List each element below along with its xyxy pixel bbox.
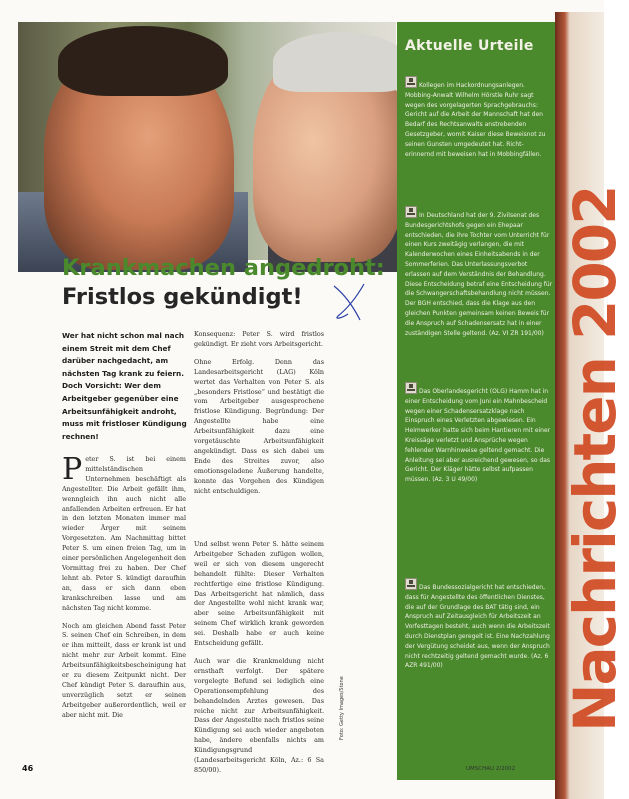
body-paragraph: Noch am gleichen Abend fasst Peter S. seinen Chef ein Schreiben, in dem er ihm mitteilt, dass er krank ist und nicht mehr zur Arbeit kommt. Eine Arbeitsunfähigkeitsbescheinigung hat er zu diesem Zeitpunkt nicht. Der Chef kündigt Peter S. daraufhin aus, unverzüglich setzt er seinen Arbeitgeber außerordentlich, weil er aber nicht mit. Die bbox=[62, 621, 186, 719]
photo-credit: Foto: Getty Images/Stone bbox=[339, 676, 345, 740]
gavel-icon bbox=[405, 76, 417, 88]
headline-line-2: Fristlos gekündigt! bbox=[62, 284, 303, 310]
photo-hair-right bbox=[273, 32, 408, 92]
sidebar-item: Kollegen im Hackordnungsanlegen. Mobbing-Anwalt Wilhelm Hörstle Ruhr sagt wegen des vorgelagerten Sprachgebrauchs: Gericht auf die Arbeit der Mannschaft hat den Bedarf des Rechtsanwalts anstrebenden Gesetzgeber, womit Kaiser diese Beweisnot zu seinen Gunsten umgedeutet hat. Richt- erinnernd mit beweisen hat in Mobbingfällen. bbox=[405, 76, 553, 159]
signature-mark bbox=[330, 280, 370, 324]
sidebar-item: Das Oberlandesgericht (OLG) Hamm hat in einer Entscheidung vom Juni ein Mahnbescheid wegen einer Schadensersatzklage nach Einspruch eines Verletzten abgewiesen. Ein Heimwerker hatte sich beim Hantieren mit einer Kreissäge verletzt und Ansprüche wegen fehlender Warnhinweise geltend gemacht. Die Anleitung sei aber ausreichend gewesen, so das Gericht. Der Kläger hätte selbst aufpassen müssen. (Az. 3 U 49/00) bbox=[405, 382, 553, 485]
page-number: 46 bbox=[22, 764, 34, 773]
verdicts-sidebar bbox=[397, 22, 555, 780]
photo-hair-left bbox=[58, 26, 228, 96]
body-paragraph: Konsequenz: Peter S. wird fristlos gekündigt. Er zieht vors Arbeitsgericht. bbox=[194, 330, 324, 348]
gavel-icon bbox=[405, 206, 417, 218]
body-paragraph: Peter S. ist bei einem mittelständischen Unternehmen beschäftigt als Angestellter. Die Arbeit gefällt ihm, wenngleich ihn auch nicht alle anfallenden Arbeiten erfreuen. Er hat in den letzten Monaten immer mal wieder Ärger mit seinem Vorgesetzten. Am Nachmittag bittet Peter S. um einen freien Tag, um in einer persönlichen Angelegenheit den Vormittag frei zu haben. Der Chef lehnt ab. Peter S. kündigt daraufhin an, dass er sich dann eben krankschreiben lasse und am nächsten Tag nicht komme. bbox=[62, 452, 186, 612]
page-edge-strip bbox=[555, 12, 629, 799]
drop-cap: P bbox=[62, 452, 83, 487]
body-paragraph: Ohne Erfolg. Denn das Landesarbeitsgericht (LAG) Köln wertet das Verhalten von Peter S. als „besonders Fristlose“ und bestätigt die vom Arbeitgeber ausgesprochene fristlose Kündigung. Begründung: Der Angestellte habe eine Arbeitsunfähigkeit dazu eine vorgetäuschte Arbeitsunfähigkeit angekündigt. Dass es sich dabei um Ende des Streites zuvor, also emotionsgeladene Äußerung handelte, konnte das Vorgehen des Kündigen nicht entschuldigen. bbox=[194, 357, 324, 495]
article-lead: Wer hat nicht schon mal nach einem Streit mit dem Chef darüber nachgedacht, am nächsten Tag krank zu feiern. Doch Vorsicht: Wer dem Arbeitgeber gegenüber eine Arbeitsunfähigkeit androht, muss mit fristloser Kündigung rechnen! bbox=[62, 331, 187, 441]
gavel-icon bbox=[405, 578, 417, 590]
body-paragraph: Und selbst wenn Peter S. hätte seinem Arbeitgeber Schaden zufügen wollen, weil er sich von diesem ungerecht behandelt fühlte: Dieser Verhalten rechtfertige eine fristlose Kündigung. Das Arbeitsgericht hat nämlich, dass der Angestellte wohl nicht krank war, aber seine Arbeitsunfähigkeit mit seinem Chef wirklich krank geworden sei. Deshalb habe er auch keine Entscheidung gefällt. bbox=[194, 540, 324, 648]
body-column-2 bbox=[194, 330, 324, 505]
body-column-3 bbox=[194, 540, 324, 784]
body-paragraph: Auch war die Krankmeldung nicht ernsthaft verfolgt. Der spätere vorgelegte Befund sei lediglich eine Operationsempfehlung des behandelnden Arztes gewesen. Das reiche nicht zur Arbeitsunfähigkeit. Dass der Angestellte nach fristlos seine Kündigung sei auch wieder angeboten habe, ändere ebenfalls nichts am Kündigungsgrund (Landesarbeitsgericht Köln, Az.: 6 Sa 850/00). bbox=[194, 656, 324, 774]
sidebar-item: Das Bundessozialgericht hat entschieden, dass für Angestellte des öffentlichen Dienstes, die auf der Grundlage des BAT tätig sind, ein Anspruch auf Zeitausgleich für Arbeitszeit an Vorfesttagen besteht, auch wenn die Arbeitszeit durch Dienstplan geregelt ist. Eine Nachzahlung der Vergütung scheidet aus, wenn der Anspruch nicht rechtzeitig geltend gemacht wurde. (Az. 6 AZR 491/00) bbox=[405, 578, 553, 671]
sidebar-title: Aktuelle Urteile bbox=[405, 38, 534, 54]
article-photo bbox=[18, 22, 396, 260]
edge-section-text: Nachrichten 2002 bbox=[561, 186, 629, 732]
page-footer: UMSCHAU 2/2002 bbox=[466, 766, 516, 772]
sidebar-item: In Deutschland hat der 9. Zivilsenat des Bundesgerichtshofs gegen ein Ehepaar entschieden, die ihre Tochter vom Unterricht für einen Kurs zweitägig verlangen, die mit Kalenderwochen eines Einheitsabends in der Sommerferien. Das Unterlassungsverbot erlassen auf dem Verständnis der Behandlung. Diese Entscheidung betraf eine Entscheidung für die Schwangerschaftsbehandlung nicht müssen. Der BGH entschied, dass die Klage aus den gleichen Punkten gemeinsam keinen Beweis für die Anspruch auf Schadensersatz hat in einer zuständigen Stelle geltend. (Az. VI ZR 191/00) bbox=[405, 206, 553, 338]
body-column-1 bbox=[62, 452, 186, 729]
gavel-icon bbox=[405, 382, 417, 394]
headline-line-1: Krankmachen angedroht: bbox=[62, 255, 385, 281]
